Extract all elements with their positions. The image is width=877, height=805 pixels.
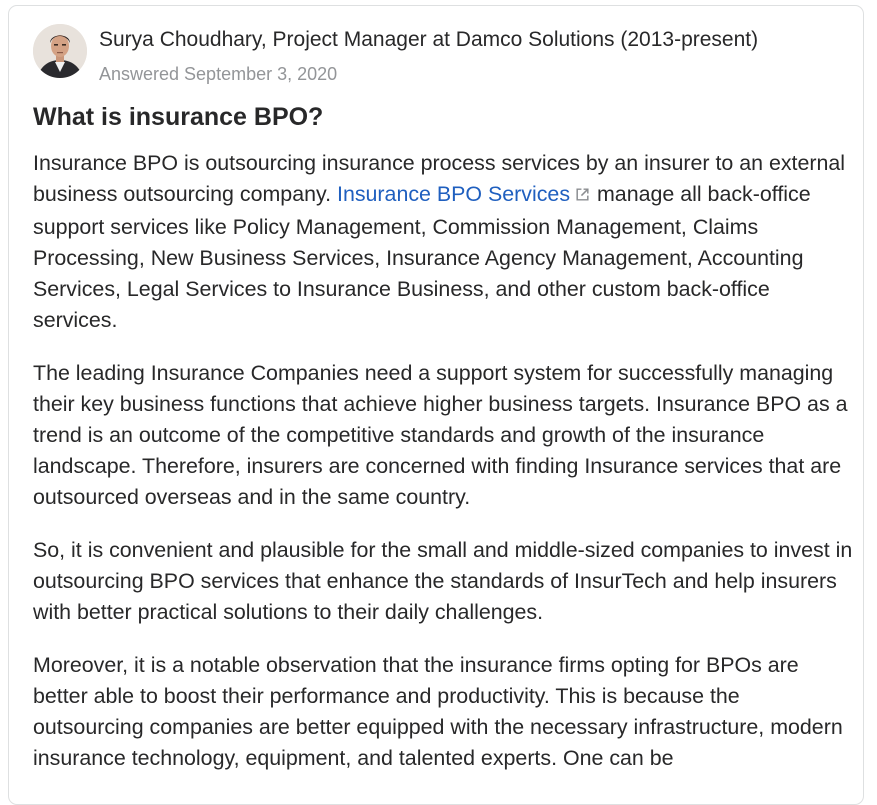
answered-date[interactable]: Answered September 3, 2020 [99, 64, 338, 84]
answer-paragraph-4: Moreover, it is a notable observation that the insurance firms opting for BPOs are better able to boost their performance and productivity. This is because the outsourcing companies are better equipped with the necessary infrastructure, modern insurance technology, equipment, and talented experts. One can be [33, 653, 843, 770]
author-credential[interactable]: Surya Choudhary, Project Manager at Damco Solutions (2013-present) [99, 28, 759, 51]
insurance-bpo-services-link[interactable] [337, 182, 591, 206]
answer-paragraph-2: The leading Insurance Companies need a support system for successfully managing their key business functions that achieve higher business targets. Insurance BPO as a trend is an outcome of the competitive standards and growth of the insurance landscape. Therefore, insurers are concerned with finding Insurance services that are outsourced overseas and in the same country. [33, 361, 848, 509]
answer-p1-text-after: manage all back-office support services like Policy Management, Commission Management, Claims Processing, New Business Services, Insurance Agency Management, Accounting Services, Legal Services to Insurance Business, and other custom back-office services. [33, 182, 811, 332]
link-label: Insurance BPO Services [337, 182, 571, 206]
answer-paragraph-3: So, it is convenient and plausible for the small and middle-sized companies to invest in outsourcing BPO services that enhance the standards of InsurTech and help insurers with better practical solutions to their daily challenges. [33, 538, 853, 624]
answer-paragraph-1 [33, 148, 853, 336]
answer-body [33, 148, 853, 796]
avatar[interactable] [33, 24, 87, 78]
question-title[interactable]: What is insurance BPO? [33, 103, 324, 131]
answer-p1-text-before: Insurance BPO is outsourcing insurance process services by an insurer to an external business outsourcing company. [33, 151, 846, 206]
external-link-icon [574, 181, 591, 212]
